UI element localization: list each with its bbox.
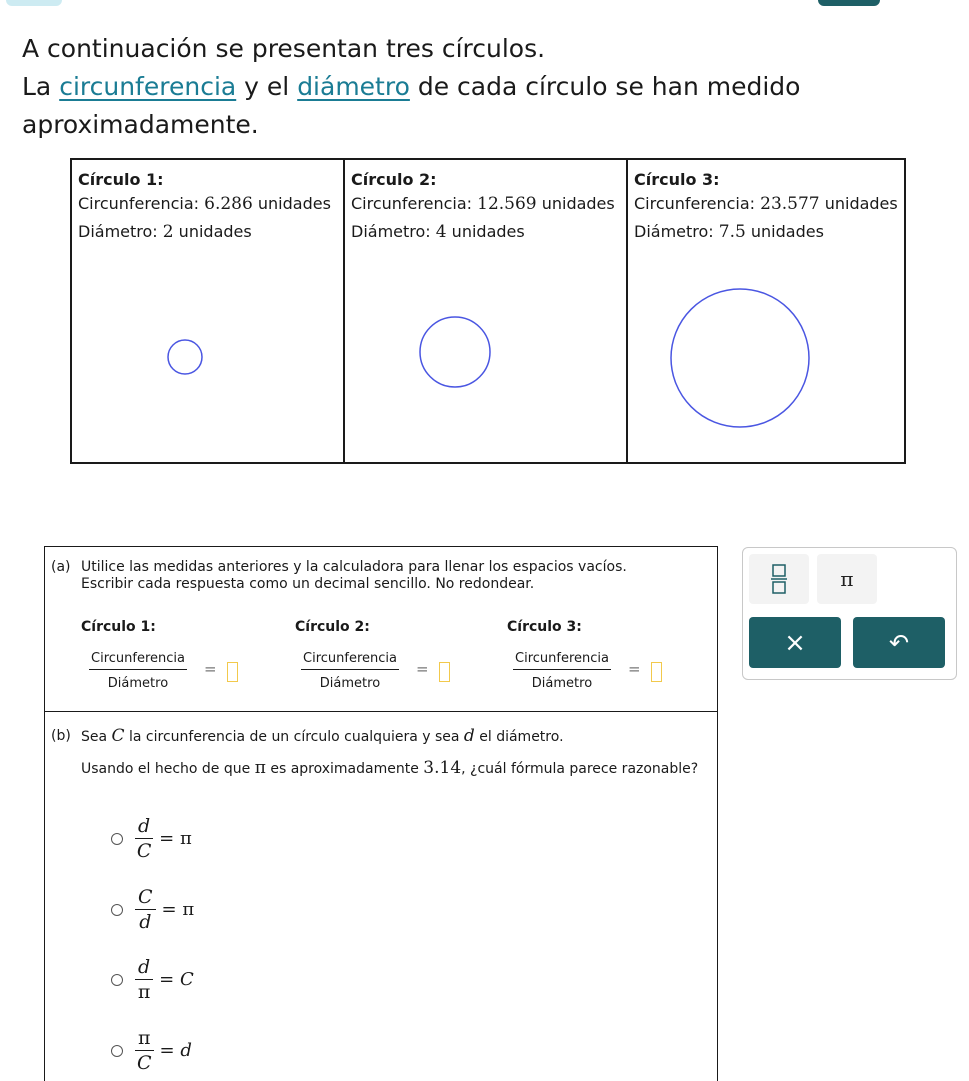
undo-button[interactable] <box>853 617 945 668</box>
part-a-section <box>44 546 718 712</box>
option-fraction <box>135 815 153 862</box>
unit: unidades <box>173 222 252 241</box>
unit: unidades <box>819 194 898 213</box>
part-b-section <box>44 711 718 1081</box>
intro-line-3: aproximadamente. <box>22 110 259 139</box>
top-tab-right <box>818 0 880 6</box>
option-rhs <box>159 969 194 990</box>
ratio-1-numerator: Circunferencia <box>89 651 187 670</box>
unit: unidades <box>252 194 331 213</box>
circle-2-shape <box>417 314 493 390</box>
pi-button[interactable] <box>817 554 877 604</box>
circ-value: 23.577 <box>760 194 820 214</box>
option-fraction <box>135 956 153 1003</box>
intro-line-2-suffix: de cada círculo se han medido <box>409 72 801 101</box>
frac-bottom: C <box>136 840 152 862</box>
radio-button[interactable] <box>111 1045 123 1057</box>
pi-symbol: π <box>254 758 266 778</box>
option-d-over-pi[interactable] <box>111 956 194 1003</box>
ratio-2-answer-input[interactable] <box>439 662 450 682</box>
ratio-2-denominator: Diámetro <box>319 676 381 691</box>
top-tab-left <box>6 0 62 6</box>
circle-2-title: Círculo 2: <box>351 170 437 189</box>
circunferencia-link[interactable]: circunferencia <box>59 72 237 101</box>
eq: = <box>159 828 175 849</box>
ratio-3-answer-input[interactable] <box>651 662 662 682</box>
diam-label: Diámetro: <box>634 222 719 241</box>
ratio-3-numerator: Circunferencia <box>513 651 611 670</box>
frac-top: d <box>135 956 153 980</box>
rhs-value: π <box>180 828 192 849</box>
q2-mid: es aproximadamente <box>265 761 424 777</box>
var-d: d <box>463 726 475 746</box>
intro-line-2-middle: y el <box>236 72 298 101</box>
option-pi-over-c[interactable] <box>111 1027 192 1074</box>
frac-top: π <box>135 1027 154 1051</box>
clear-button[interactable] <box>749 617 841 668</box>
option-rhs <box>159 828 192 849</box>
part-a-label: (a) <box>51 559 71 575</box>
radio-button[interactable] <box>111 833 123 845</box>
diam-label: Diámetro: <box>351 222 436 241</box>
diam-label: Diámetro: <box>78 222 163 241</box>
rhs-value: d <box>180 1040 192 1061</box>
ratio-1-fraction <box>89 651 187 691</box>
radio-button[interactable] <box>111 904 123 916</box>
pi-icon: π <box>840 567 854 591</box>
rhs-value: π <box>182 899 195 920</box>
unit: unidades <box>536 194 615 213</box>
part-a-instruction-1: Utilice las medidas anteriores y la calculadora para llenar los espacios vacíos. <box>81 559 627 575</box>
unit: unidades <box>745 222 824 241</box>
ratio-2-numerator: Circunferencia <box>301 651 399 670</box>
frac-bottom: d <box>139 911 152 933</box>
intro-line-1: A continuación se presentan tres círculos. <box>22 34 546 63</box>
ratio-2-equals: = <box>416 660 429 678</box>
eq: = <box>159 969 175 990</box>
option-fraction <box>135 886 156 933</box>
circ-label: Circunferencia: <box>634 194 761 213</box>
intro-line-2 <box>22 68 962 106</box>
circle-2-cell <box>343 160 626 462</box>
part-a-instruction-2: Escribir cada respuesta como un decimal sencillo. No redondear. <box>81 576 535 592</box>
part-b-question-1 <box>81 726 564 746</box>
unit: unidades <box>446 222 525 241</box>
circle-3-title: Círculo 3: <box>634 170 720 189</box>
diametro-link[interactable]: diámetro <box>297 72 410 101</box>
option-c-over-d[interactable] <box>111 886 194 933</box>
approx-value: 3.14 <box>423 758 462 778</box>
circle-1-diameter <box>78 222 252 242</box>
ratio-1-denominator: Diámetro <box>107 676 169 691</box>
q2-end: , ¿cuál fórmula parece razonable? <box>461 761 699 777</box>
ratio-1-answer-input[interactable] <box>227 662 238 682</box>
fraction-icon <box>769 562 789 596</box>
circle-1-title: Círculo 1: <box>78 170 164 189</box>
q1-pre: Sea <box>81 729 112 745</box>
circle-3-cell <box>626 160 904 462</box>
circles-table <box>70 158 906 464</box>
option-rhs <box>160 1040 192 1061</box>
circ-value: 12.569 <box>477 194 537 214</box>
var-c: C <box>111 726 125 746</box>
circle-1-cell <box>72 160 343 462</box>
circ-label: Circunferencia: <box>78 194 205 213</box>
circle-1-circumference <box>78 194 331 214</box>
frac-bottom: C <box>136 1052 152 1074</box>
part-b-question-2 <box>81 758 698 778</box>
frac-top: C <box>135 886 156 910</box>
part-b-label: (b) <box>51 728 71 744</box>
ratio-3-title: Círculo 3: <box>507 619 582 635</box>
ratio-2-fraction <box>301 651 399 691</box>
circle-2-circumference <box>351 194 615 214</box>
intro-line-2-prefix: La <box>22 72 60 101</box>
diam-value: 4 <box>435 222 447 242</box>
diam-value: 2 <box>162 222 174 242</box>
fraction-button[interactable] <box>749 554 809 604</box>
q1-mid: la circunferencia de un círculo cualquiera y sea <box>124 729 464 745</box>
option-fraction <box>135 1027 154 1074</box>
circ-value: 6.286 <box>204 194 253 214</box>
ratio-2-title: Círculo 2: <box>295 619 370 635</box>
intro-text <box>22 30 962 144</box>
math-tool-panel <box>742 547 957 680</box>
close-icon: × <box>784 627 806 658</box>
ratio-1-equals: = <box>204 660 217 678</box>
ratio-3-denominator: Diámetro <box>531 676 593 691</box>
frac-bottom: π <box>137 981 151 1003</box>
rhs-value: C <box>180 969 194 990</box>
circle-1-shape <box>165 337 205 377</box>
ratio-3-equals: = <box>628 660 641 678</box>
q1-end: el diámetro. <box>474 729 564 745</box>
option-rhs <box>162 899 195 920</box>
ratio-3-fraction <box>513 651 611 691</box>
circle-3-circumference <box>634 194 898 214</box>
circle-2-diameter <box>351 222 525 242</box>
q2-pre: Usando el hecho de que <box>81 761 255 777</box>
circ-label: Circunferencia: <box>351 194 478 213</box>
eq: = <box>161 899 177 920</box>
circle-3-diameter <box>634 222 824 242</box>
diam-value: 7.5 <box>718 222 746 242</box>
circle-3-shape <box>667 285 813 431</box>
ratio-1-title: Círculo 1: <box>81 619 156 635</box>
eq: = <box>159 1040 175 1061</box>
option-d-over-c[interactable] <box>111 815 192 862</box>
frac-top: d <box>135 815 153 839</box>
radio-button[interactable] <box>111 974 123 986</box>
undo-icon: ↶ <box>888 628 910 657</box>
